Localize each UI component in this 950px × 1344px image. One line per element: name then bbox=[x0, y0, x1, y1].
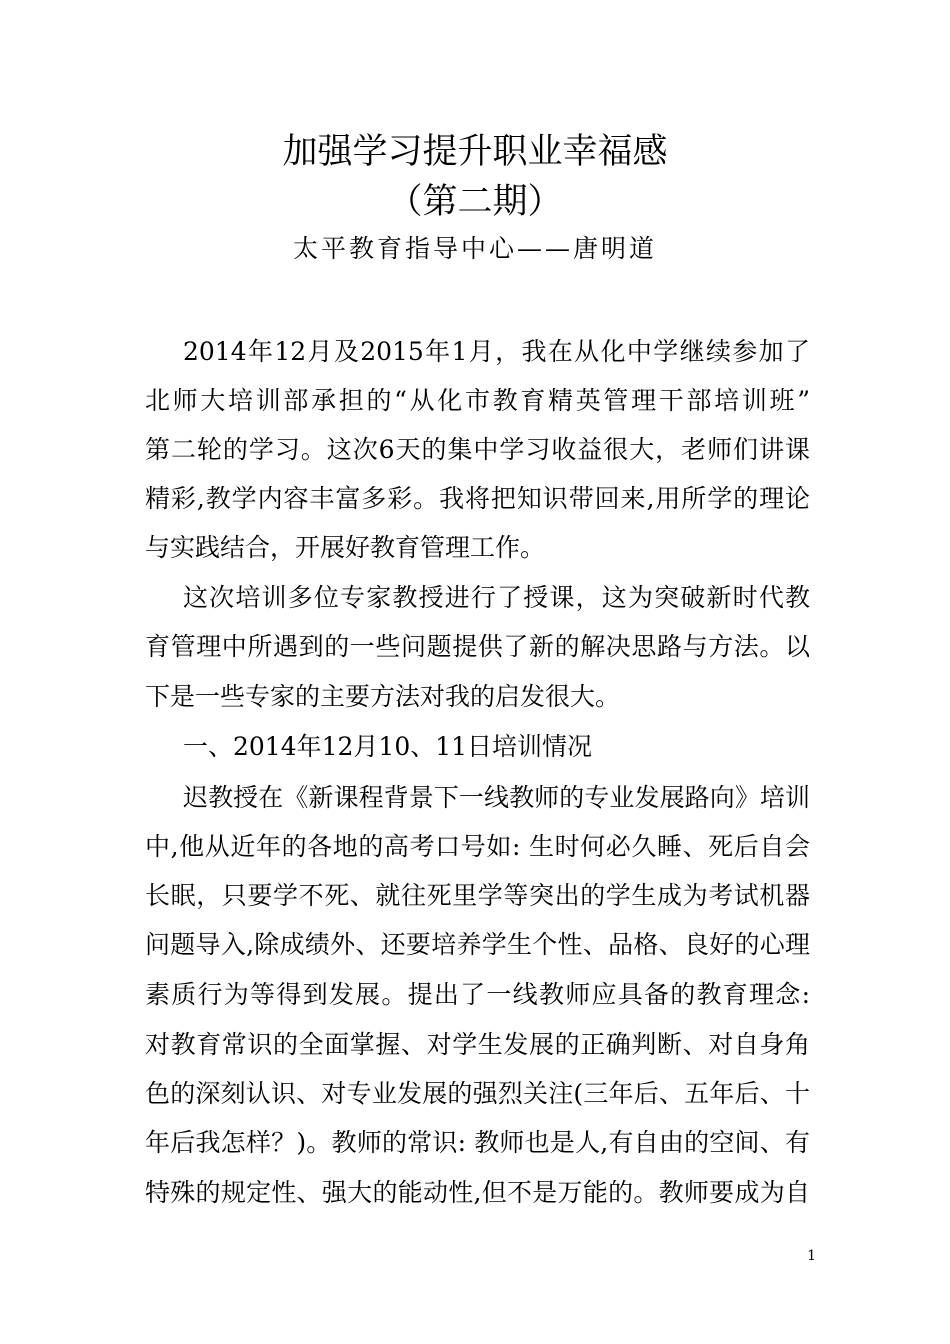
body-line: 2014年12月及2015年1月，我在从化中学继续参加了 bbox=[183, 337, 810, 366]
document-author: 太平教育指导中心——唐明道 bbox=[292, 234, 657, 263]
document-subtitle: （第二期） bbox=[387, 182, 563, 222]
document-title: 加强学习提升职业幸福感 bbox=[282, 132, 668, 172]
body-line: 长眠，只要学不死、就往死里学等突出的学生成为考试机器 bbox=[145, 881, 810, 910]
body-line: 北师大培训部承担的“从化市教育精英管理干部培训班” bbox=[145, 386, 810, 415]
body-line: 下是一些专家的主要方法对我的启发很大。 bbox=[145, 682, 621, 711]
body-line: 问题导入,除成绩外、还要培养学生个性、品格、良好的心理 bbox=[145, 930, 810, 959]
body-line: 迟教授在《新课程背景下一线教师的专业发展路向》培训 bbox=[183, 783, 810, 812]
body-line: 特殊的规定性、强大的能动性,但不是万能的。教师要成为自 bbox=[145, 1178, 810, 1207]
body-line: 年后我怎样？)。教师的常识: 教师也是人,有自由的空间、有 bbox=[145, 1128, 810, 1157]
body-line: 第二轮的学习。这次6天的集中学习收益很大，老师们讲课 bbox=[145, 435, 810, 464]
body-line: 这次培训多位专家教授进行了授课，这为突破新时代教 bbox=[183, 583, 810, 612]
body-line: 色的深刻认识、对专业发展的强烈关注(三年后、五年后、十 bbox=[145, 1079, 810, 1108]
section-heading: 一、2014年12月10、11日培训情况 bbox=[183, 732, 593, 761]
body-line: 育管理中所遇到的一些问题提供了新的解决思路与方法。以 bbox=[145, 632, 810, 661]
body-line: 素质行为等得到发展。提出了一线教师应具备的教育理念: bbox=[145, 980, 810, 1009]
page-number: 1 bbox=[807, 1248, 816, 1264]
body-line: 中,他从近年的各地的高考口号如: 生时何必久睡、死后自会 bbox=[145, 832, 810, 861]
body-line: 精彩,教学内容丰富多彩。我将把知识带回来,用所学的理论 bbox=[145, 484, 810, 513]
body-line: 与实践结合，开展好教育管理工作。 bbox=[145, 533, 546, 562]
body-line: 对教育常识的全面掌握、对学生发展的正确判断、对自身角 bbox=[145, 1030, 810, 1059]
